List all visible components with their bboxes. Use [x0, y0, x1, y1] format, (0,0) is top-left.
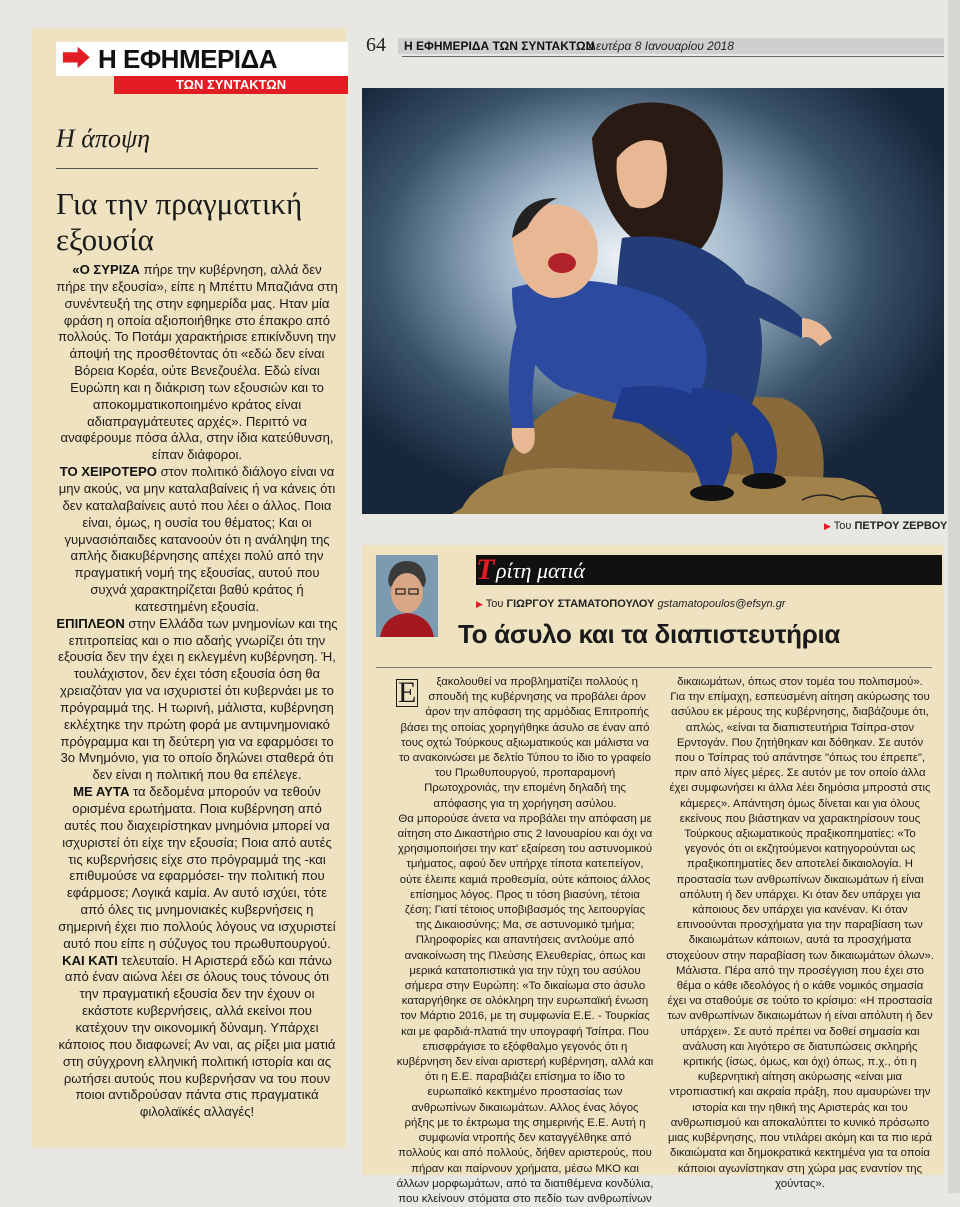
cartoonist-name: ΠΕΤΡΟΥ ΖΕΡΒΟΥ [854, 520, 948, 532]
editorial-paragraph [56, 464, 338, 616]
masthead-bar [56, 42, 348, 76]
paragraph-lead: «Ο ΣΥΡΙΖΑ [72, 262, 140, 277]
section-title: Η άποψη [56, 124, 150, 153]
column-name: ρίτη ματιά [496, 558, 586, 583]
opinion-article [362, 545, 944, 1205]
paragraph-text: τελευταίο. Η Αριστερά εδώ και πάνω από έναν αιώνα λέει σε όλους τους τόνους ότι την πραγματική εξουσία δεν την έχουν οι εκάστοτε κυβερνήσεις, αλλά εκείνοι που κατέχουν την οικονομική δύναμη. Υπάρχει κάποιος που διαφωνεί; Αν ναι, ας ρίξει μια ματιά στη σύγχρονη ελληνική πολιτική ιστορία και ας ρωτήσει αυτούς που κυβερνήσαν να του πουν ποιοι αντιδρούσαν πάντα στις πραγματικά φιλολαϊκές αλλαγές! [58, 952, 336, 1120]
article-column-1 [396, 675, 654, 1207]
drop-cap: Ε [398, 676, 417, 709]
article-paragraph [396, 675, 654, 812]
paragraph-text: πήρε την κυβέρνηση, αλλά δεν πήρε την εξουσία», είπε η Μπέττυ Μπαζιάνα στη συνέντευξή της στην εφημερίδα μας. Ηταν μία φράση η οποία αξιοποιήθηκε στο έπακρο από πολλούς. Το Ποτάμι χαρακτήρισε επικίνδυνη την άποψή της προσθέτοντας ότι «εδώ δεν είναι Βόρεια Κορέα, ούτε Βενεζουέλα. Εδώ είναι Ευρώπη και η διάκριση των εξουσιών και το αποκομματικοποιημένο κράτος είναι αδιαπραγμάτευτες αρχές». Περιττό να αναφέρουμε πόσα άλλα, στην ίδια κατεύθυνση, είπαν διάφοροι. [56, 262, 338, 463]
political-cartoon [362, 88, 944, 514]
editorial-paragraph [56, 953, 338, 1121]
masthead-name: Η ΕΦΗΜΕΡΙΔΑ [98, 43, 277, 74]
arrow-icon: ⮕ [61, 42, 90, 75]
editorial-paragraph [56, 784, 338, 952]
paragraph-text: ξακολουθεί να προβληματίζει πολλούς η σπουδή της κυβέρνησης να προβάλει άρον άρον την απόφαση της αρμόδιας Επιτροπής βάσει της οποίας χορηγήθηκε άσυλο σε έναν από τους οχτώ Τούρκους αξιωματικούς και μάλιστα να το ανακοινώσει με δελτίο Τύπου το ίδιο το γραφείο του Πρωθυπουργού, προπαραμονή Πρωτοχρονιάς, την επομένη δηλαδή της απόφασης για τη χορήγηση ασύλου. [398, 676, 652, 810]
header-paper-name: Η ΕΦΗΜΕΡΙΔΑ ΤΩΝ ΣΥΝΤΑΚΤΩΝ [404, 39, 595, 53]
divider [56, 168, 318, 169]
editorial-body [56, 262, 338, 1121]
editorial-paragraph [56, 262, 338, 464]
article-paragraph: Θα μπορούσε άνετα να προβάλει την απόφαση με αίτηση στο Δικαστήριο στις 2 Ιανουαρίου και όχι να χρησιμοποιήσει την κατ' εξαίρεση του αστυνομικού τμήματος, αφού δεν υπήρχε τίποτα κατεπείγον, ούτε έλειπε καμιά προθεσμία, ούτε κάποιος άλλος επίσημος λόγος. Προς τι τόση βιασύνη, τέτοια ζέση; Γιατί τέτοιος υποβιβασμός της λειτουργίας της Δικαιοσύνης; Μα, σε αστυνομικό τμήμα; Πληροφορίες και απαντήσεις αντλούμε από ανακοίνωση της Πλεύσης Ελευθερίας, όπως και μερικά κατατοπιστικά για την τύχη του ασύλου σήμερα στην Ευρώπη: «Το δικαίωμα στο άσυλο καταργήθηκε σε ολόκληρη την ευρωπαϊκή ένωση τον Μάρτιο 2016, με τη συμφωνία Ε.Ε. - Τουρκίας και με φαρδιά-πλατιά την υπογραφή Τσίπρα. Που επισφράγισε το εξόφθαλμο γεγονός ότι η κυβέρνηση δεν είναι αριστερή κυβέρνηση, αλλά και ότι η Ε.Ε. παραβιάζει επίσημα το ίδιο το ευρωπαϊκό κεκτημένο προστασίας των ανθρωπίνων δικαιωμάτων. Αλλος ένας λόγος ρήξης με το έκτρωμα της σημερινής Ε.Ε. Αυτή η συμφωνία ντροπής δεν καταγγέλθηκε από πολλούς και από πολλούς, δήθεν αριστερούς, που πήραν και παίρνουν χρήματα, μέσω ΜΚΟ και άλλων μορφωμάτων, από τα διατιθέμενα κονδύλια, που κλείνουν στόματα στο πεδίο των ανθρωπίνων [396, 812, 654, 1205]
paragraph-text: τα δεδομένα μπορούν να τεθούν ορισμένα ερωτήματα. Ποια κυβέρνηση από αυτές που διαχειρίστηκαν μνημόνια μπορεί να ισχυριστεί ότι είχε την εξουσία; Ποια από αυτές τις κυβερνήσεις είχε στο πρόγραμμά της -και επιθυμούσε να εφαρμόσει- την πολιτική που εφάρμοσε; Λογικά καμία. Αν αυτό ισχύει, τότε από όλες τις μνημονιακές κυβερνήσεις η σημερινή έχει πιο πολλούς λόγους να ισχυριστεί αυτό που είπε η σύζυγος του πρωθυπουργού. [58, 784, 336, 951]
triangle-right-icon: ▶ [824, 521, 831, 531]
article-column-2 [666, 675, 934, 1192]
article-paragraph: δικαιωμάτων, όπως στον τομέα του πολιτισμού». [677, 676, 923, 688]
editorial-column [32, 28, 346, 1148]
page-edge [948, 0, 960, 1193]
author-email: gstamatopoulos@efsyn.gr [657, 598, 786, 610]
cartoon-credit [824, 520, 947, 532]
paragraph-lead: ΜΕ ΑΥΤΑ [73, 784, 130, 800]
editorial-headline: Για την πραγματική εξουσία [56, 186, 303, 257]
paragraph-text: στον πολιτικό διάλογο είναι να μην ακούς, να μην καταλαβαίνεις ή να κάνεις ότι δεν καταλαβαίνεις αυτό που λέει ο άλλος. Ποια είναι, όμως, η ουσία του θέματος; Και οι γυμνασιόπαιδες κατανοούν ότι η ανάληψη της απλής διακυβέρνησης απέχει πολύ από την πραγματική νομή της εξουσίας, αυτού που συχνά χαρακτηρίζεται βαθύ κράτος ή κατεστημένη εξουσία. [58, 464, 336, 614]
triangle-right-icon: ▶ [476, 599, 483, 609]
article-paragraph: Μάλιστα. Πέρα από την προσέγγιση που έχει στο θέμα ο κάθε ιδεολόγος ή ο κάθε νομικός σημασία έχει να σταθούμε σε τούτο το κρίσιμο: «Η προστασία των ανθρωπίνων δικαιωμάτων ή είναι απόλυτη ή δεν υπάρχει». Σε αυτό πρέπει να δοθεί σημασία και ανάλυση και λιγότερο σε διατυπώσεις σκληρής κριτικής (ίσως, όμως, και όχι) όπως, π.χ., ότι η κυβερνητική αίτηση ακύρωσης «είναι μια ντροπιαστική και ακραία πράξη, που αμαυρώνει την ιστορία και την ηθική της Αριστεράς και του ανθρωπισμού και αποκαλύπτει το κυνικό πρόσωπο μιας κυβέρνησης, που ντιλάρει ακόμη και τα πιο ιερά δικαιώματα και δημοκρατικά κεκτημένα για τα οποία κάποιοι αγωνίστηκαν στη χώρα μας εναντίον της χούντας». [667, 964, 933, 1190]
page-number: 64 [366, 34, 386, 56]
divider [376, 667, 932, 668]
article-byline [476, 598, 785, 610]
paragraph-lead: ΚΑΙ ΚΑΤΙ [62, 952, 118, 968]
divider [402, 56, 944, 57]
paragraph-lead: ΤΟ ΧΕΙΡΟΤΕΡΟ [59, 464, 157, 480]
article-paragraph: Για την επίμαχη, εσπευσμένη αίτηση ακύρωσης του ασύλου εκ μέρους της κυβέρνησης, διαβάζουμε ότι, απλώς, «είναι τα διαπιστευτήρια Τσίπρα-στον Ερντογάν. Που ζητήθηκαν και δόθηκαν. Σε αυτόν που ο Τσίπρας τού απάντησε "όπως του έπρεπε", πριν από λίγες μέρες. Σε αυτόν με τον οποίο άλλα έχει συμφωνήσει κι άλλα λέει δημόσια μπροστά στις κάμερες». Απάντηση όμως δίνεται και για όλους εκείνους που βιάστηκαν να χαρακτηρίσουν τους Τούρκους αξιωματικούς πραξικοπηματίες: «Το γεγονός ότι οι εκζητούμενοι κατηγορούνται ως πραξικοπηματίες δεν αποτελεί δικαιολογία. Η προστασία των ανθρωπίνων δικαιωμάτων ή είναι απόλυτη ή δεν υπάρχει. Κι όταν δεν υπάρχει για κάποιους δεν υπάρχει για κανέναν. Κι όταν επινοούνται προσχήματα για την παραβίαση των δικαιωμάτων κάποιων, αυτά τα προσχήματα στοχεύουν στην παραβίαση των δικαιωμάτων όλων». [666, 691, 934, 962]
masthead-subtitle: ΤΩΝ ΣΥΝΤΑΚΤΩΝ [114, 76, 348, 94]
page-header [362, 34, 944, 58]
editorial-paragraph [56, 616, 338, 784]
column-banner [476, 555, 942, 585]
credit-prefix: Του [833, 520, 855, 532]
masthead-logo [56, 42, 348, 114]
article-headline: Το άσυλο και τα διαπιστευτήρια [458, 619, 841, 649]
banner-initial: Τ [476, 553, 495, 586]
author-photo [376, 555, 438, 637]
paragraph-lead: ΕΠΙΠΛΕΟΝ [56, 615, 125, 631]
cartoon-illustration [362, 88, 944, 514]
author-name: ΓΙΩΡΓΟΥ ΣΤΑΜΑΤΟΠΟΥΛΟΥ [506, 598, 655, 610]
header-date: Δευτέρα 8 Ιανουαρίου 2018 [588, 39, 734, 53]
author-portrait-image [376, 555, 438, 637]
byline-prefix: Του [485, 598, 507, 610]
paragraph-text: στην Ελλάδα των μνημονίων και της επιτροπείας και ο πιο αδαής γνωρίζει ότι την εξουσία δεν την έχει η εκλεγμένη κυβέρνηση. Ή, τουλάχιστον, δεν έχει τόση εξουσία όση θα χρειαζόταν για να ισχυριστεί ότι κυβερνάει με το πρόγραμμά της. Η τωρινή, μάλιστα, κυβέρνηση εκλέχτηκε την πρώτη φορά με αντιμνημονιακό πρόγραμμα και τη δεύτερη για να εφαρμόσει το 3ο Μνημόνιο, για το οποίο δηλώνει σταθερά ότι δεν είναι η πολιτική που θα επέλεγε. [58, 615, 338, 783]
